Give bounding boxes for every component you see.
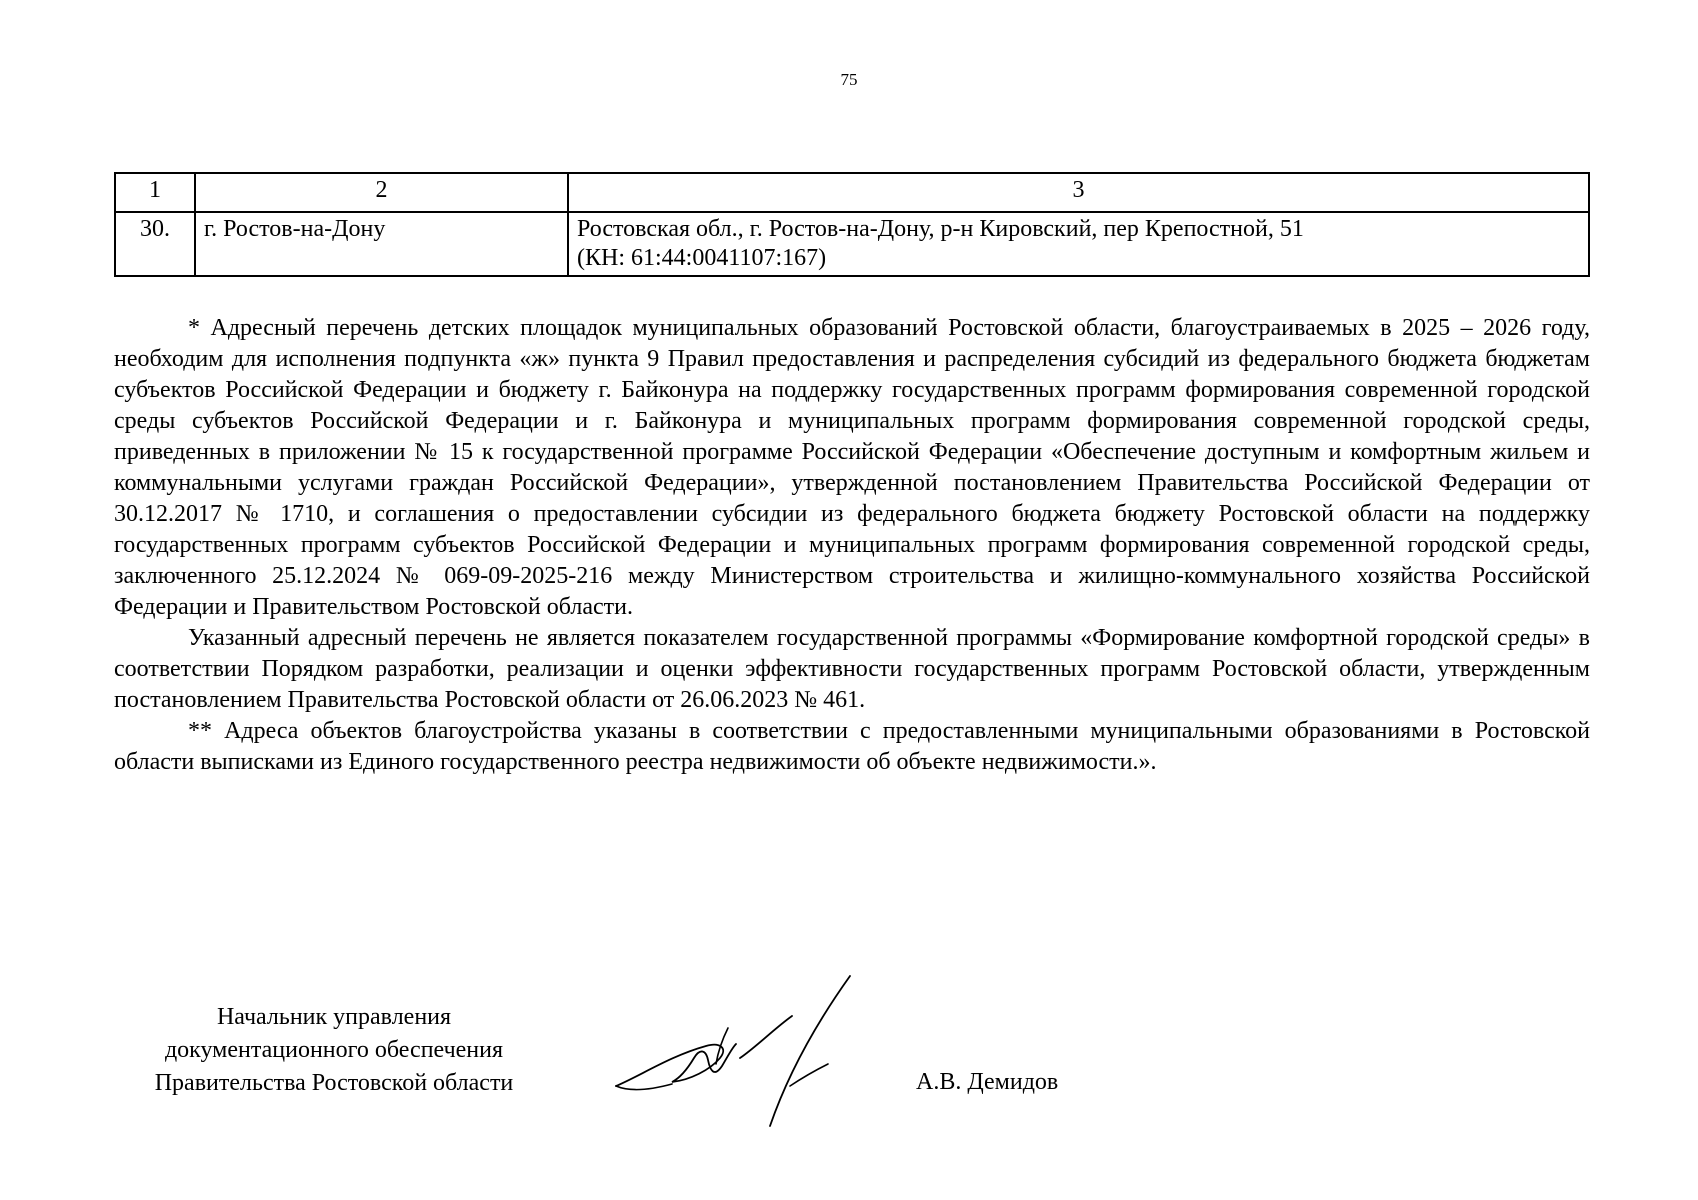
footnote-asterisk: * Адресный перечень детских площадок муниципальных образований Ростовской области, благоустраиваемых в 2025 – 2026 году, необходим для исполнения подпункта «ж» пункта 9 Правил предоставления и распределения субсидий из федерального бюджета бюджетам субъектов Российской Федерации и бюджету г. Байконура на поддержку государственных программ формирования современной городской среды субъектов Российской Федерации и г. Байконура и муниципальных программ формирования современной городской среды, приведенных в приложении № 15 к государственной программе Российской Федерации «Обеспечение доступным и комфортным жильем и коммунальными услугами граждан Российской Федерации», утвержденной постановлением Правительства Российской Федерации от 30.12.2017 № 1710, и соглашения о предоставлении субсидии из федерального бюджета бюджету Ростовской области на поддержку государственных программ субъектов Российской Федерации и муниципальных программ формирования современной городской среды, заключенного 25.12.2024 № 069-09-2025-216 между Министерством строительства и жилищно-коммунального хозяйства Российской Федерации и Правительством Ростовской области. xyxy=(114,315,1590,620)
row-number: 30. xyxy=(115,212,195,276)
signatory-title-line: Правительства Ростовской области xyxy=(154,1070,514,1096)
footnote-clarification: Указанный адресный перечень не является показателем государственной программы «Формирование комфортной городской среды» в соответствии Порядком разработки, реализации и оценки эффективности государственных программ Ростовской области, утвержденным постановлением Правительства Ростовской области от 26.06.2023 № 461. xyxy=(114,625,1590,713)
handwritten-signature xyxy=(610,968,880,1128)
signatory-name: А.В. Демидов xyxy=(916,1069,1059,1095)
header-cell-1: 1 xyxy=(115,173,195,212)
header-cell-3: 3 xyxy=(568,173,1589,212)
header-cell-2: 2 xyxy=(195,173,568,212)
cadastral-number: (КН: 61:44:0041107:167) xyxy=(577,245,827,271)
table-row xyxy=(115,212,1589,276)
municipality-cell: г. Ростов-на-Дону xyxy=(195,212,568,276)
signatory-title-line: Начальник управления xyxy=(216,1004,452,1030)
signatory-title-line: документационного обеспечения xyxy=(164,1037,504,1063)
footnote-double-asterisk: ** Адреса объектов благоустройства указаны в соответствии с предоставленными муниципальными образованиями в Ростовской области выписками из Единого государственного реестра недвижимости об объекте недвижимости.». xyxy=(114,718,1590,775)
address-table xyxy=(114,172,1590,277)
signatory-title xyxy=(114,1001,554,1100)
page-number: 75 xyxy=(840,70,858,89)
address-cell xyxy=(568,212,1589,276)
footnotes xyxy=(114,313,1590,778)
address-line: Ростовская обл., г. Ростов-на-Дону, р-н Кировский, пер Крепостной, 51 xyxy=(577,216,1304,242)
table-header-row xyxy=(115,173,1589,212)
